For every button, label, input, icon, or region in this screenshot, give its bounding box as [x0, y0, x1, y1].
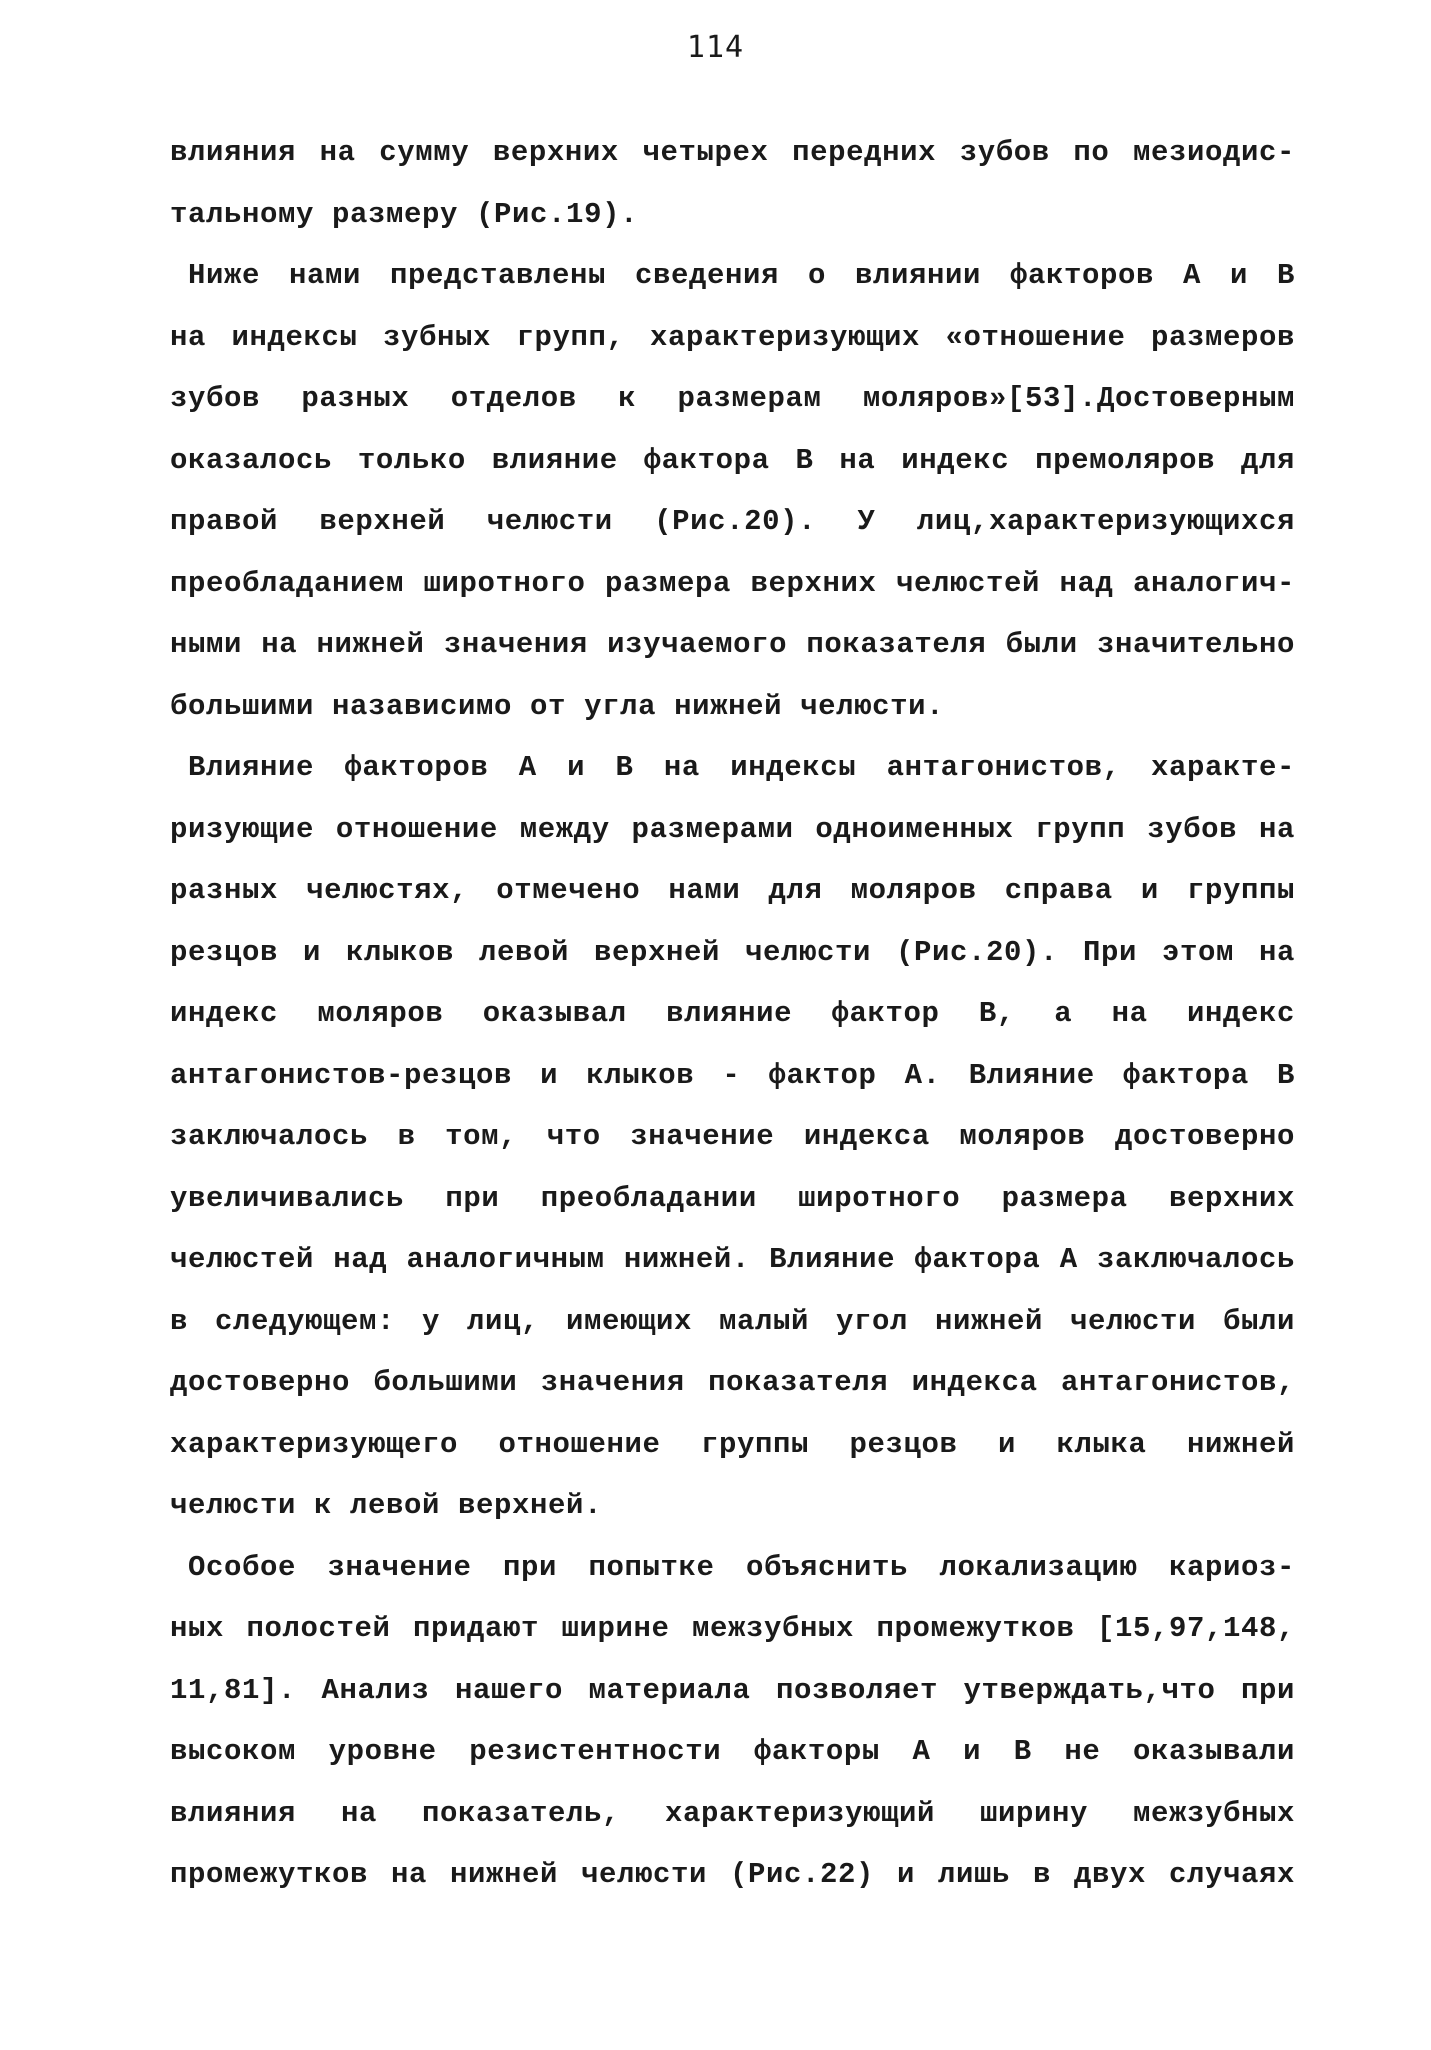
text-line: правой верхней челюсти (Рис.20). У лиц,характеризующихся [170, 505, 1295, 538]
text-line: 11,81]. Анализ нашего материала позволяет утверждать,что при [170, 1673, 1295, 1707]
text-line: челюсти к левой верхней. [170, 1489, 603, 1522]
text-line: промежутков на нижней челюсти (Рис.22) и лишь в двух случаях [170, 1858, 1295, 1891]
text-line: увеличивались при преобладании широтного размера верхних [170, 1181, 1295, 1215]
paragraph [170, 122, 1295, 245]
text-line: антагонистов-резцов и клыков - фактор А. Влияние фактора В [170, 1058, 1295, 1092]
text-line: достоверно большими значения показателя индекса антагонистов, [170, 1366, 1295, 1399]
text-line: ных полостей придают ширине межзубных промежутков [15,97,148, [170, 1612, 1295, 1645]
text-line: влияния на сумму верхних четырех передних зубов по мезиодис- [170, 136, 1295, 169]
text-line: на индексы зубных групп, характеризующих «отношение размеров [170, 320, 1295, 354]
paragraph [170, 737, 1295, 1537]
text-line: в следующем: у лиц, имеющих малый угол нижней челюсти были [170, 1304, 1295, 1338]
text-line: высоком уровне резистентности факторы А и В не оказывали [170, 1735, 1295, 1768]
text-line: ными на нижней значения изучаемого показателя были значительно [170, 628, 1295, 661]
text-line: Влияние факторов А и В на индексы антагонистов, характе- [188, 751, 1295, 784]
text-line: ризующие отношение между размерами одноименных групп зубов на [170, 812, 1295, 846]
text-line: оказалось только влияние фактора В на индекс премоляров для [170, 443, 1295, 477]
paragraph [170, 1537, 1295, 1906]
text-line: зубов разных отделов к размерам моляров»[53].Достоверным [170, 382, 1295, 415]
text-line: заключалось в том, что значение индекса моляров достоверно [170, 1120, 1295, 1153]
text-line: челюстей над аналогичным нижней. Влияние фактора А заключалось [170, 1243, 1295, 1276]
text-line: резцов и клыков левой верхней челюсти (Рис.20). При этом на [170, 935, 1295, 969]
text-line: характеризующего отношение группы резцов и клыка нижней [170, 1427, 1295, 1461]
text-line: влияния на показатель, характеризующий ширину межзубных [170, 1796, 1295, 1830]
paragraph [170, 245, 1295, 737]
text-line: индекс моляров оказывал влияние фактор В, а на индекс [170, 997, 1295, 1030]
page-number: 114 [686, 30, 745, 65]
text-line: Особое значение при попытке объяснить локализацию кариоз- [188, 1550, 1295, 1584]
body-text [170, 122, 1295, 1906]
text-line: большими назависимо от угла нижней челюсти. [170, 689, 945, 723]
text-line: преобладанием широтного размера верхних челюстей над аналогич- [170, 566, 1295, 600]
text-line: разных челюстях, отмечено нами для моляров справа и группы [170, 874, 1295, 907]
text-line: Ниже нами представлены сведения о влиянии факторов А и В [188, 259, 1295, 292]
text-line: тальному размеру (Рис.19). [170, 197, 639, 231]
